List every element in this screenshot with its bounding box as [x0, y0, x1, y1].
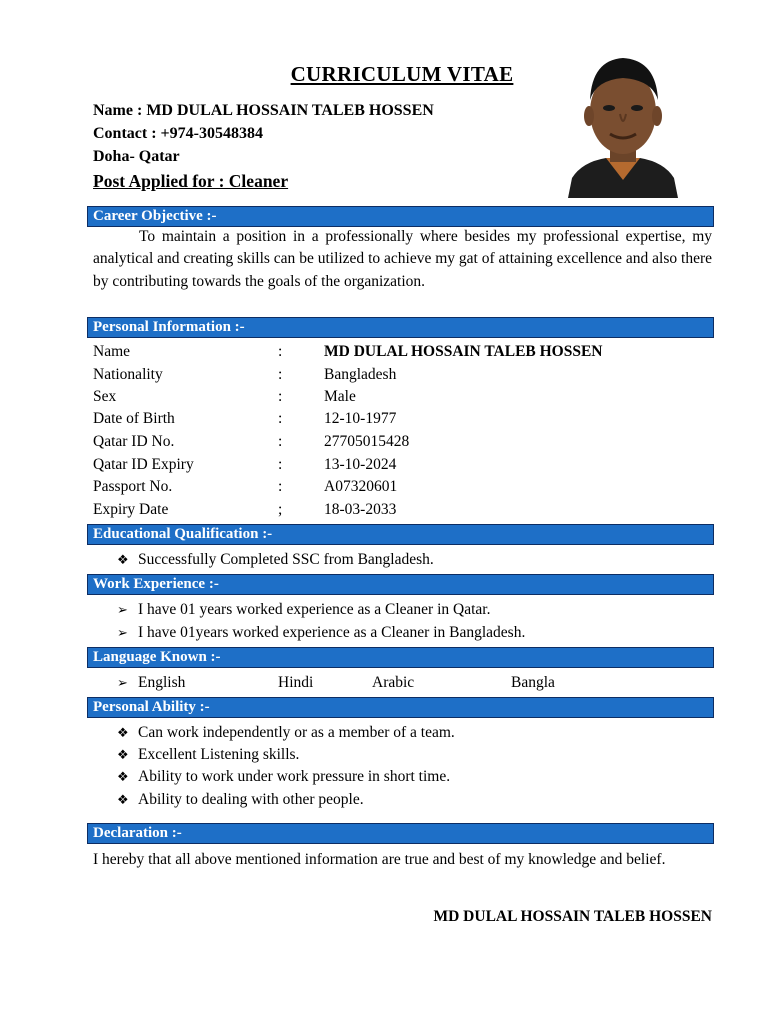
info-label: Qatar ID No. [93, 433, 175, 450]
arrow-bullet-icon: ➢ [117, 626, 128, 641]
info-value: 12-10-1977 [324, 410, 397, 427]
ability-item: Ability to work under work pressure in short time. [138, 768, 451, 785]
diamond-bullet-icon: ❖ [117, 770, 129, 785]
info-label: Qatar ID Expiry [93, 456, 194, 473]
section-work-experience: Work Experience :- [87, 574, 714, 595]
language-arabic: Arabic [372, 674, 415, 691]
header-location: Doha- Qatar [93, 148, 180, 165]
section-career-objective: Career Objective :- [87, 206, 714, 227]
info-label: Sex [93, 388, 117, 405]
info-value: A07320601 [324, 478, 398, 495]
info-separator: : [278, 410, 283, 427]
section-language-known: Language Known :- [87, 647, 714, 668]
diamond-bullet-icon: ❖ [117, 748, 129, 763]
info-label: Nationality [93, 366, 163, 383]
language-english: English [138, 674, 186, 691]
ability-item: Ability to dealing with other people. [138, 791, 364, 808]
info-value: 18-03-2033 [324, 501, 397, 518]
section-declaration: Declaration :- [87, 823, 714, 844]
section-personal-information: Personal Information :- [87, 317, 714, 338]
ability-item: Excellent Listening skills. [138, 746, 300, 763]
work-item: I have 01 years worked experience as a Cleaner in Qatar. [138, 601, 491, 618]
header-name: Name : MD DULAL HOSSAIN TALEB HOSSEN [93, 102, 434, 119]
language-bangla: Bangla [511, 674, 555, 691]
info-separator: : [278, 456, 283, 473]
info-separator: : [278, 388, 283, 405]
list-item [117, 674, 185, 692]
list-item [117, 624, 525, 642]
diamond-bullet-icon: ❖ [117, 726, 129, 741]
arrow-bullet-icon: ➢ [117, 603, 128, 618]
info-label: Name [93, 343, 131, 360]
profile-photo-icon [562, 50, 684, 198]
arrow-bullet-icon: ➢ [117, 676, 128, 691]
info-label: Expiry Date [93, 501, 169, 518]
info-separator: : [278, 343, 283, 360]
diamond-bullet-icon: ❖ [117, 553, 129, 568]
list-item [117, 791, 364, 809]
signature-name: MD DULAL HOSSAIN TALEB HOSSEN [433, 908, 712, 925]
info-value: 27705015428 [324, 433, 410, 450]
list-item [117, 746, 299, 764]
info-label: Passport No. [93, 478, 173, 495]
header-contact: Contact : +974-30548384 [93, 125, 263, 142]
list-item [117, 724, 455, 742]
education-item: Successfully Completed SSC from Bangladesh. [138, 551, 434, 568]
info-separator: : [278, 433, 283, 450]
list-item [117, 601, 490, 619]
diamond-bullet-icon: ❖ [117, 793, 129, 808]
work-item: I have 01years worked experience as a Cleaner in Bangladesh. [138, 624, 526, 641]
info-value: 13-10-2024 [324, 456, 397, 473]
document-title: CURRICULUM VITAE [290, 62, 514, 86]
list-item [117, 551, 434, 569]
ability-item: Can work independently or as a member of a team. [138, 724, 455, 741]
info-separator: ; [278, 501, 283, 518]
language-hindi: Hindi [278, 674, 314, 691]
header-post-applied: Post Applied for : Cleaner [93, 171, 289, 191]
info-value: Bangladesh [324, 366, 397, 383]
section-personal-ability: Personal Ability :- [87, 697, 714, 718]
info-value: MD DULAL HOSSAIN TALEB HOSSEN [324, 343, 603, 360]
declaration-text: I hereby that all above mentioned information are true and best of my knowledge and belief. [93, 851, 666, 868]
list-item [117, 768, 450, 786]
section-educational-qualification: Educational Qualification :- [87, 524, 714, 545]
info-separator: : [278, 478, 283, 495]
career-objective-text: To maintain a position in a professionally where besides my professional expertise, my analytical and creating skills can be utilized to achieve my gat of attaining excellence and also there by contributing towards the goals of the organization. [93, 228, 712, 290]
profile-photo [562, 50, 684, 198]
info-value: Male [324, 388, 356, 405]
info-separator: : [278, 366, 283, 383]
info-label: Date of Birth [93, 410, 175, 427]
